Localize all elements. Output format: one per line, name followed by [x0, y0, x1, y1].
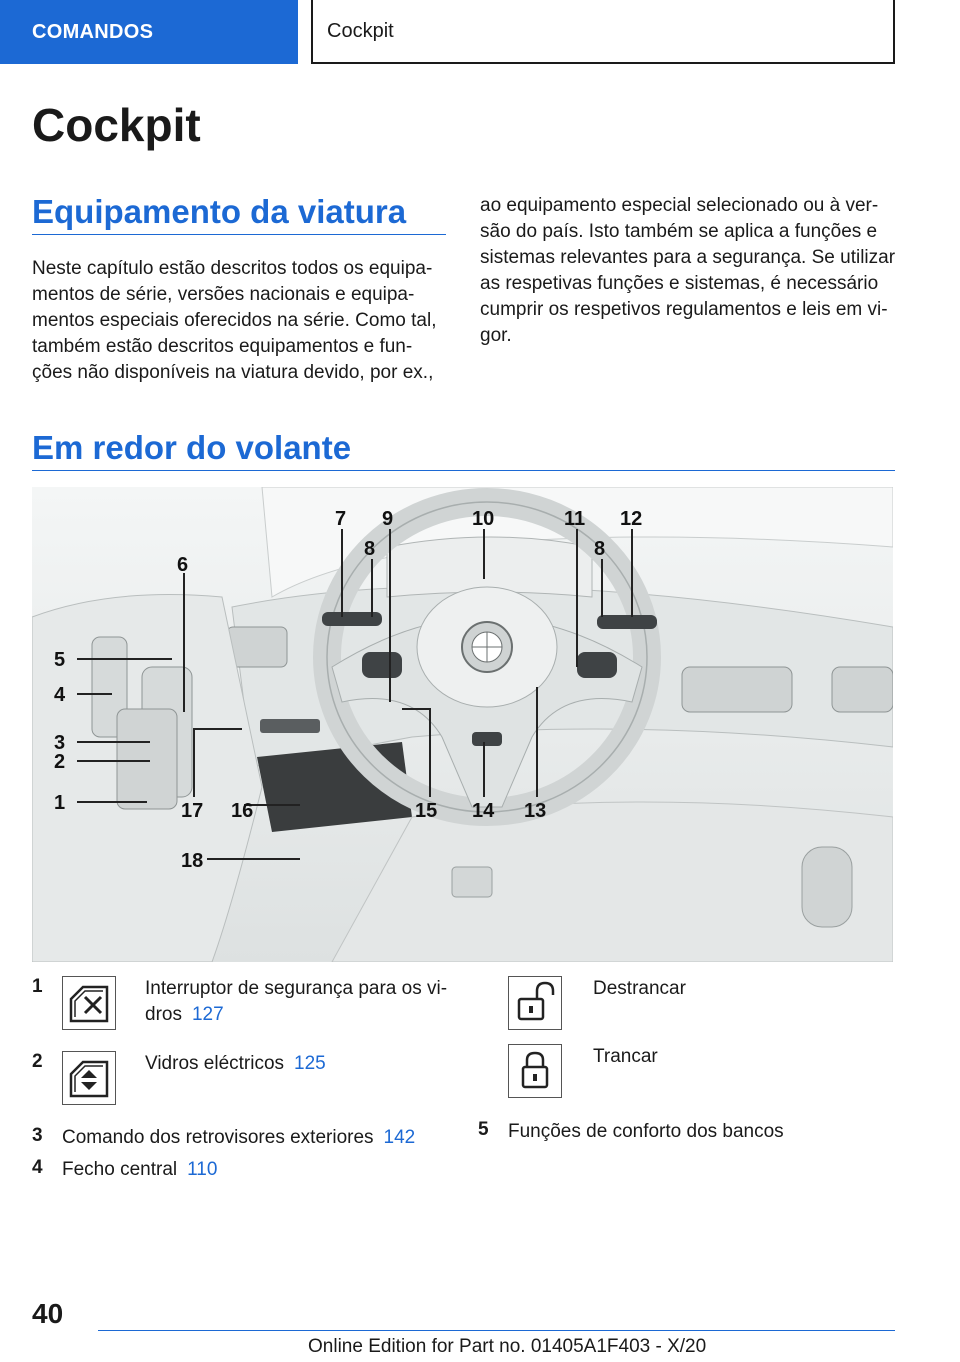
cockpit-drawing — [32, 487, 893, 962]
chapter-label: Cockpit — [327, 19, 394, 42]
legend-item-3 — [62, 1125, 462, 1151]
lock-label: Trancar — [593, 1046, 658, 1067]
callout-17: 17 — [181, 800, 204, 822]
legend-number: 2 — [32, 1051, 43, 1072]
power-window-icon — [62, 1051, 116, 1105]
unlock-icon — [508, 976, 562, 1030]
legend-line: Interruptor de segurança para os vi- — [145, 978, 448, 999]
heading-rule — [32, 234, 446, 235]
text-line: sistemas relevantes para a segurança. Se utilizar — [480, 247, 896, 268]
text-line: mentos especiais oferecidos na série. Como tal, — [32, 310, 437, 331]
legend-number: 3 — [32, 1125, 43, 1146]
text-line: cumprir os respetivos regulamentos e leis em vi- — [480, 299, 888, 320]
callout-13: 13 — [524, 800, 547, 822]
window-lock-icon — [62, 976, 116, 1030]
equipment-heading: Equipamento da viatura — [32, 193, 407, 230]
callout-11: 11 — [564, 508, 586, 530]
heading-rule — [32, 470, 895, 471]
callout-2: 2 — [54, 751, 66, 773]
page-number: 40 — [32, 1298, 64, 1329]
callout-9: 9 — [382, 508, 394, 530]
page-reference-link[interactable]: 127 — [191, 1004, 224, 1025]
legend-number: 1 — [32, 976, 43, 997]
callout-15: 15 — [415, 800, 438, 822]
callout-8-left: 8 — [364, 538, 376, 560]
equipment-paragraph-col2 — [480, 193, 900, 349]
page-title: Cockpit — [32, 99, 201, 151]
legend-text: Comando dos retrovisores exteriores — [62, 1127, 374, 1148]
legend-number: 5 — [478, 1119, 489, 1140]
callout-16: 16 — [231, 800, 254, 822]
text-line: gor. — [480, 325, 512, 346]
text-line: ao equipamento especial selecionado ou à ver- — [480, 195, 879, 216]
footer-rule — [98, 1330, 895, 1331]
callout-3: 3 — [54, 732, 66, 754]
cockpit-illustration — [32, 487, 893, 962]
legend-item-5: Funções de conforto dos bancos — [508, 1121, 784, 1142]
page-reference-link[interactable]: 125 — [294, 1053, 326, 1074]
text-line: Neste capítulo estão descritos todos os equipa- — [32, 258, 433, 279]
text-line: mentos de série, versões nacionais e equipa- — [32, 284, 415, 305]
callout-8-right: 8 — [594, 538, 606, 560]
legend-text: Vidros eléctricos — [145, 1053, 285, 1074]
legend-line — [145, 1002, 455, 1028]
callout-12: 12 — [620, 508, 643, 530]
lock-icon — [508, 1044, 562, 1098]
page-reference-link[interactable]: 142 — [383, 1127, 416, 1148]
legend-item-4 — [62, 1157, 462, 1183]
page-reference-link[interactable]: 110 — [187, 1159, 218, 1180]
callout-14: 14 — [472, 800, 495, 822]
section-label: COMANDOS — [32, 20, 154, 43]
text-line: são do país. Isto também se aplica a funções e — [480, 221, 878, 242]
section-tab — [0, 0, 298, 64]
legend-number: 4 — [32, 1157, 43, 1178]
callout-7: 7 — [335, 508, 347, 530]
unlock-label: Destrancar — [593, 978, 686, 999]
callout-1: 1 — [54, 792, 66, 814]
edition-footer: Online Edition for Part no. 01405A1F403 - X/20 — [308, 1336, 707, 1357]
legend-text: Fecho central — [62, 1159, 178, 1180]
text-line: as respetivas funções e sistemas, é necessário — [480, 273, 879, 294]
callout-6: 6 — [177, 554, 189, 576]
callout-10: 10 — [472, 508, 495, 530]
callout-18: 18 — [181, 850, 204, 872]
text-line: também estão descritos equipamentos e fun- — [32, 336, 413, 357]
legend-item-1 — [145, 976, 455, 1028]
legend-item-2 — [145, 1051, 455, 1077]
equipment-paragraph-col1 — [32, 256, 452, 386]
callout-5: 5 — [54, 649, 66, 671]
text-line: ções não disponíveis na viatura devido, por ex., — [32, 362, 434, 383]
chapter-tab — [311, 0, 895, 64]
callout-4: 4 — [54, 684, 66, 706]
wheel-heading: Em redor do volante — [32, 429, 352, 466]
legend-text: dros — [145, 1004, 182, 1025]
